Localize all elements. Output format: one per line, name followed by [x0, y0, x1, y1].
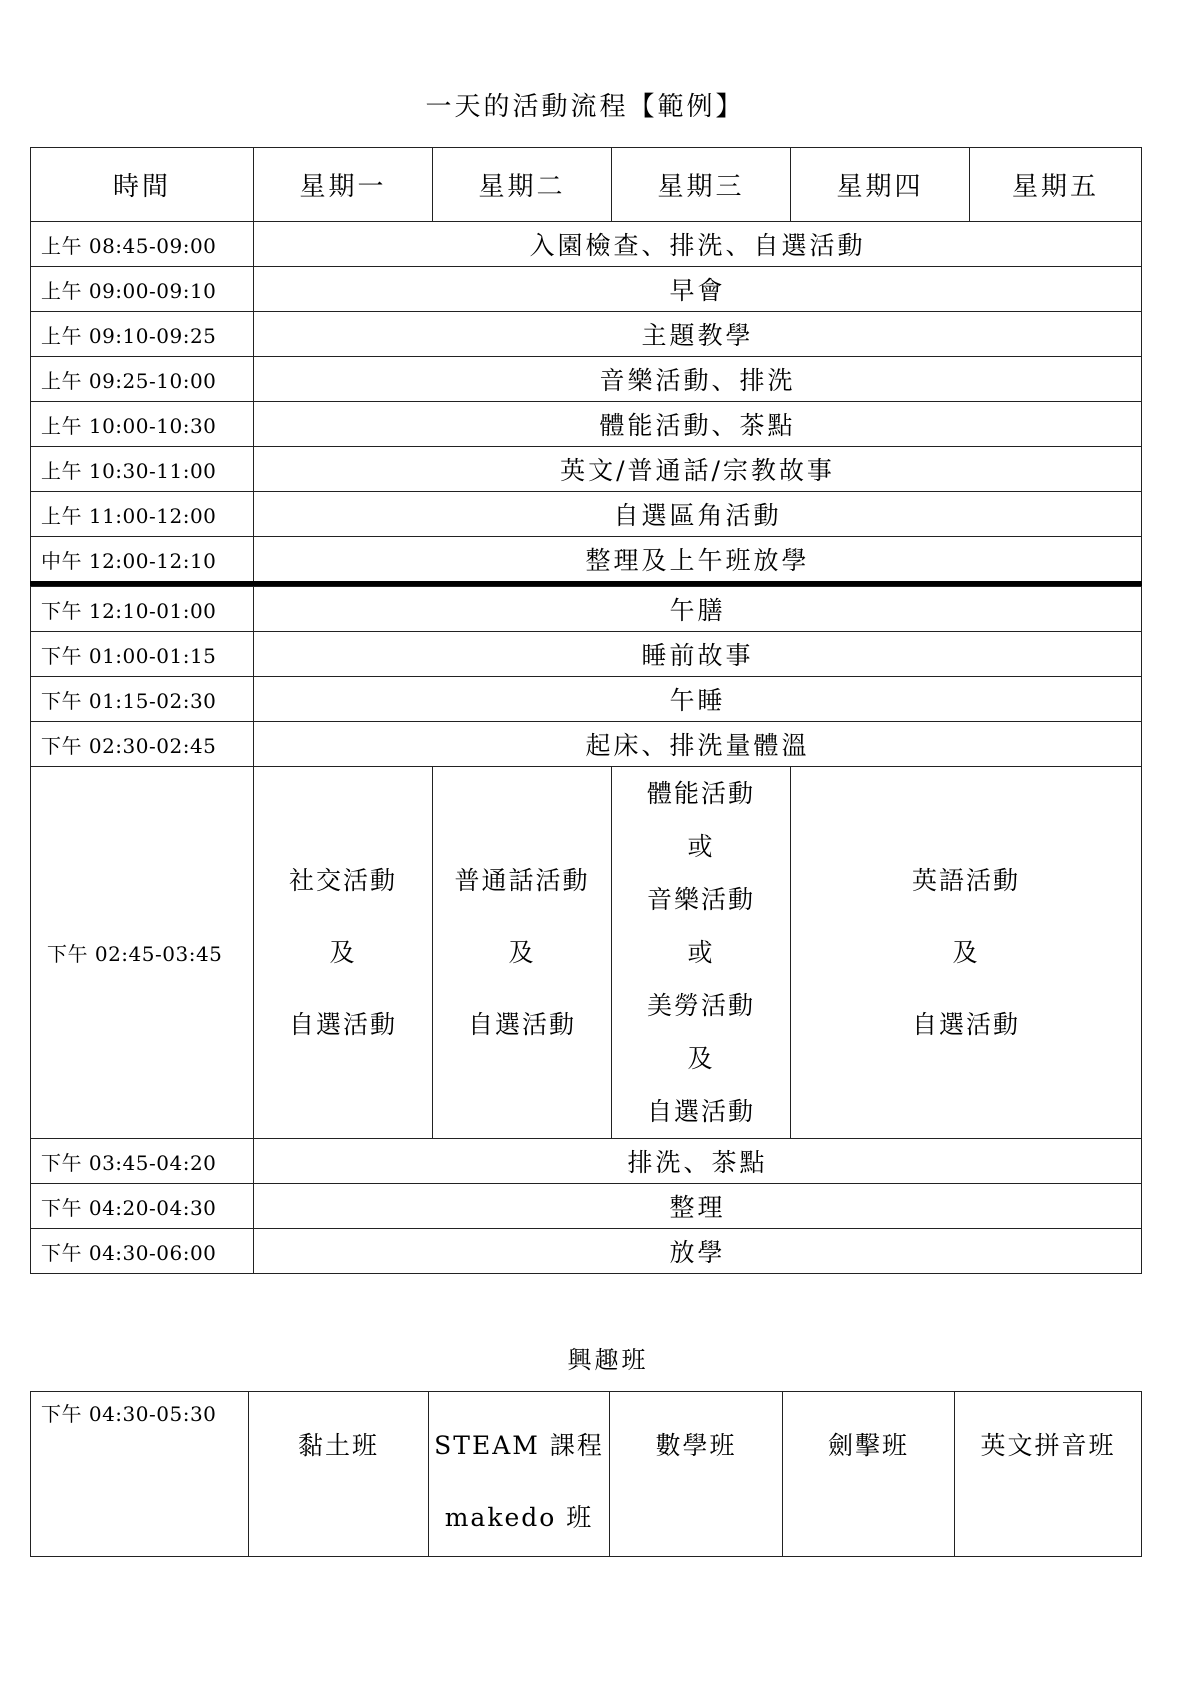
activity-cell: 英文/普通話/宗教故事	[254, 447, 1142, 492]
class-cell: 數學班	[610, 1392, 783, 1557]
table-row	[31, 1229, 1142, 1274]
activity-cell: 排洗、茶點	[254, 1139, 1142, 1184]
header-wednesday: 星期三	[612, 148, 791, 222]
table-row	[31, 1184, 1142, 1229]
activity-line: 自選活動	[467, 1009, 576, 1039]
activity-line: 自選活動	[646, 1097, 755, 1126]
activity-line: 及	[952, 937, 980, 967]
activity-cell: 起床、排洗量體溫	[254, 722, 1142, 767]
activity-cell: 午睡	[254, 677, 1142, 722]
time-cell: 上午 08:45-09:00	[31, 222, 254, 267]
activity-line: 普通話活動	[454, 865, 590, 895]
table-row	[31, 447, 1142, 492]
table-row	[31, 1139, 1142, 1184]
activity-line: 或	[687, 938, 715, 967]
activity-cell: 整理及上午班放學	[254, 537, 1142, 584]
daily-schedule-table	[30, 147, 1142, 1274]
activity-line: 音樂活動	[646, 885, 755, 914]
activity-line: 自選活動	[911, 1009, 1020, 1039]
table-row	[31, 722, 1142, 767]
header-tuesday: 星期二	[433, 148, 612, 222]
table-row	[31, 537, 1142, 584]
time-cell: 上午 09:10-09:25	[31, 312, 254, 357]
time-cell: 上午 10:30-11:00	[31, 447, 254, 492]
table-row	[31, 632, 1142, 677]
time-cell: 下午 02:30-02:45	[31, 722, 254, 767]
time-cell: 下午 03:45-04:20	[31, 1139, 254, 1184]
time-cell: 上午 10:00-10:30	[31, 402, 254, 447]
table-row	[31, 357, 1142, 402]
time-cell: 中午 12:00-12:10	[31, 537, 254, 584]
table-row	[31, 402, 1142, 447]
activity-cell: 放學	[254, 1229, 1142, 1274]
activity-line: 及	[329, 937, 357, 967]
table-row	[31, 677, 1142, 722]
time-cell: 下午 01:00-01:15	[31, 632, 254, 677]
time-cell: 下午 04:30-05:30	[31, 1392, 249, 1557]
table-row	[31, 222, 1142, 267]
activity-cell: 早會	[254, 267, 1142, 312]
thursday-friday-activity-cell	[791, 767, 1142, 1139]
activity-line: 及	[687, 1044, 715, 1073]
header-monday: 星期一	[254, 148, 433, 222]
page-title: 一天的活動流程【範例】	[425, 92, 745, 122]
class-cell: 劍擊班	[783, 1392, 955, 1557]
activity-cell: 睡前故事	[254, 632, 1142, 677]
table-row	[31, 267, 1142, 312]
table-row	[31, 312, 1142, 357]
wednesday-activity-cell	[612, 767, 791, 1139]
table-row	[31, 492, 1142, 537]
header-time: 時間	[31, 148, 254, 222]
header-friday: 星期五	[970, 148, 1142, 222]
activity-line: 及	[508, 937, 536, 967]
header-row	[31, 148, 1142, 222]
activity-line: 英語活動	[911, 865, 1020, 895]
activity-cell: 音樂活動、排洗	[254, 357, 1142, 402]
activity-line: 或	[687, 832, 715, 861]
time-cell: 上午 09:25-10:00	[31, 357, 254, 402]
class-cell: 黏土班	[249, 1392, 429, 1557]
time-cell: 上午 09:00-09:10	[31, 267, 254, 312]
interest-class-table	[30, 1391, 1142, 1557]
time-cell: 下午 02:45-03:45	[31, 767, 254, 1139]
activity-cell: 體能活動、茶點	[254, 402, 1142, 447]
time-cell: 上午 11:00-12:00	[31, 492, 254, 537]
monday-activity-cell	[254, 767, 433, 1139]
activity-line: 自選活動	[288, 1009, 397, 1039]
activity-cell: 入園檢查、排洗、自選活動	[254, 222, 1142, 267]
tuesday-activity-cell	[433, 767, 612, 1139]
activity-cell: 整理	[254, 1184, 1142, 1229]
activity-line: 社交活動	[288, 865, 397, 895]
activity-line: 體能活動	[646, 779, 755, 808]
header-thursday: 星期四	[791, 148, 970, 222]
interest-row	[31, 1392, 1142, 1557]
time-cell: 下午 01:15-02:30	[31, 677, 254, 722]
table-row	[31, 587, 1142, 632]
table-row-special	[31, 767, 1142, 1139]
interest-class-title: 興趣班	[567, 1346, 649, 1374]
activity-cell: 午膳	[254, 587, 1142, 632]
time-cell: 下午 12:10-01:00	[31, 587, 254, 632]
class-cell	[429, 1392, 610, 1557]
activity-line: 美勞活動	[646, 991, 755, 1020]
class-cell: 英文拼音班	[955, 1392, 1142, 1557]
time-cell: 下午 04:30-06:00	[31, 1229, 254, 1274]
class-line: makedo 班	[444, 1503, 594, 1532]
activity-cell: 主題教學	[254, 312, 1142, 357]
activity-cell: 自選區角活動	[254, 492, 1142, 537]
time-cell: 下午 04:20-04:30	[31, 1184, 254, 1229]
class-line: STEAM 課程	[434, 1431, 604, 1460]
